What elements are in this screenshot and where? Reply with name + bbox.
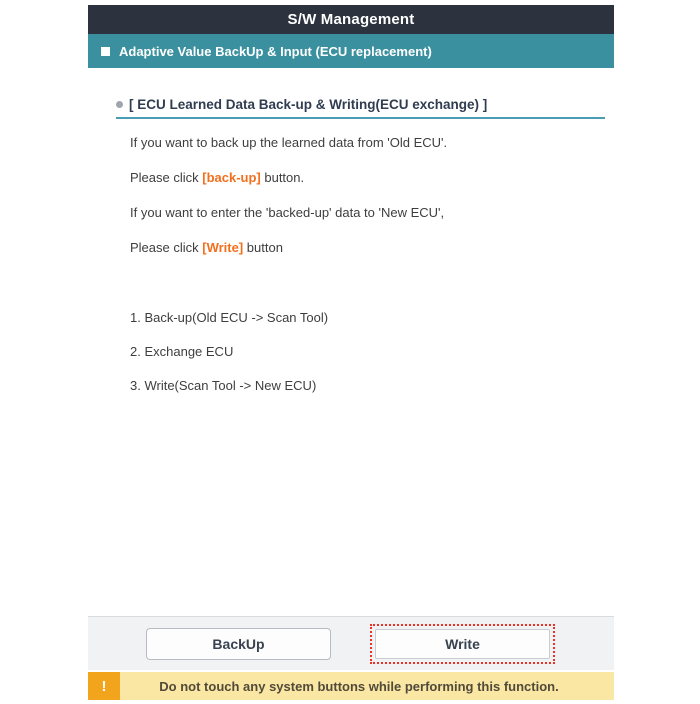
instruction-line bbox=[130, 205, 444, 221]
exclamation-icon: ! bbox=[88, 672, 120, 700]
instruction-text: If you want to back up the learned data from 'Old ECU'. bbox=[130, 135, 448, 150]
instruction-text: button bbox=[243, 240, 283, 255]
write-highlight-text: [Write] bbox=[202, 240, 244, 255]
subheader-label: Adaptive Value BackUp & Input (ECU replacement) bbox=[119, 43, 432, 59]
sw-management-panel bbox=[88, 5, 614, 700]
instruction-line bbox=[130, 170, 304, 186]
content-area bbox=[88, 68, 614, 616]
section-title-text: [ ECU Learned Data Back-up & Writing(ECU exchange) ] bbox=[129, 97, 488, 112]
warning-bar bbox=[88, 672, 614, 700]
instruction-line bbox=[130, 240, 283, 256]
write-button-focus-outline bbox=[370, 624, 555, 664]
instruction-text: If you want to enter the 'backed-up' data to 'New ECU', bbox=[130, 205, 445, 220]
square-bullet-icon bbox=[101, 47, 110, 56]
procedure-step: 1. Back-up(Old ECU -> Scan Tool) bbox=[130, 310, 329, 325]
procedure-step: 2. Exchange ECU bbox=[130, 344, 234, 359]
instruction-line bbox=[130, 135, 447, 151]
write-button[interactable]: Write bbox=[375, 629, 550, 659]
backup-highlight-text: [back-up] bbox=[202, 170, 261, 185]
circle-bullet-icon bbox=[116, 101, 123, 108]
page-title: S/W Management bbox=[88, 5, 614, 34]
instruction-text: Please click bbox=[130, 170, 203, 185]
subheader-bar bbox=[88, 34, 614, 68]
instruction-text: button. bbox=[260, 170, 305, 185]
instruction-text: Please click bbox=[130, 240, 203, 255]
procedure-step: 3. Write(Scan Tool -> New ECU) bbox=[130, 378, 317, 393]
section-title bbox=[116, 96, 605, 119]
warning-text: Do not touch any system buttons while performing this function. bbox=[159, 678, 559, 694]
action-button-bar bbox=[88, 616, 614, 670]
backup-button[interactable]: BackUp bbox=[146, 628, 331, 660]
